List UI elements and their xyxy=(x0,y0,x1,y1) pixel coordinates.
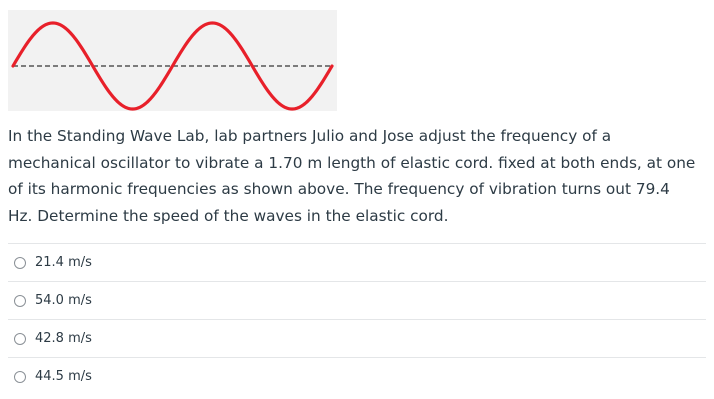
radio-button[interactable] xyxy=(14,295,26,307)
radio-button[interactable] xyxy=(14,333,26,345)
radio-button[interactable] xyxy=(14,257,26,269)
answer-option-4[interactable] xyxy=(8,357,706,395)
answer-label: 42.8 m/s xyxy=(35,331,92,346)
answer-label: 54.0 m/s xyxy=(35,293,92,308)
radio-button[interactable] xyxy=(14,371,26,383)
question-text: In the Standing Wave Lab, lab partners Julio and Jose adjust the frequency of a mechanical oscillator to vibrate a 1.70 m length of elastic cord. fixed at both ends, at one of its harmonic frequencies as shown above. The frequency of vibration turns out 79.4 Hz. Determine the speed of the waves in the elastic cord. xyxy=(8,127,696,225)
answer-label: 44.5 m/s xyxy=(35,369,92,384)
standing-wave-figure xyxy=(8,10,337,111)
answer-option-2[interactable] xyxy=(8,281,706,319)
answer-list xyxy=(8,243,706,395)
standing-wave-curve xyxy=(13,23,332,109)
standing-wave-diagram xyxy=(8,10,337,111)
answer-label: 21.4 m/s xyxy=(35,255,92,270)
answer-option-3[interactable] xyxy=(8,319,706,357)
answer-option-1[interactable] xyxy=(8,243,706,281)
